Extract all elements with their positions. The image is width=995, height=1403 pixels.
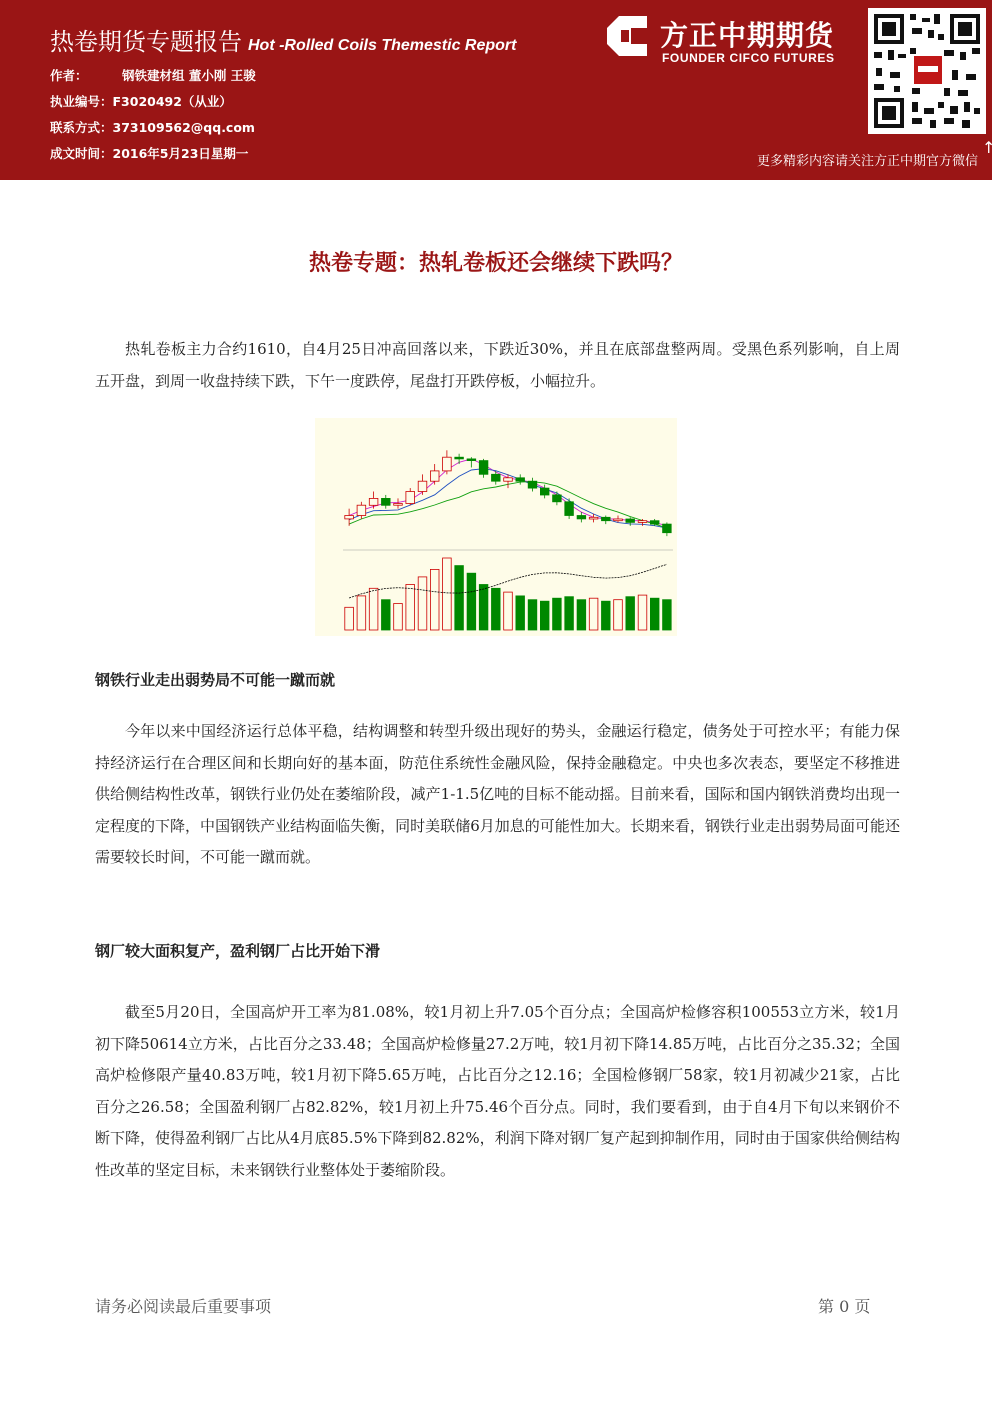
volume-bar bbox=[553, 598, 562, 630]
license-row bbox=[50, 92, 232, 110]
license-label: 执业编号： bbox=[50, 94, 113, 109]
candle-body bbox=[504, 478, 513, 481]
candle-body bbox=[553, 495, 562, 502]
candle-body bbox=[394, 504, 403, 506]
candle-body bbox=[406, 492, 415, 504]
candlestick-chart bbox=[315, 418, 677, 636]
date-value: 2016年5月23日星期一 bbox=[112, 146, 249, 161]
volume-bar bbox=[467, 573, 476, 630]
volume-bar bbox=[663, 600, 672, 630]
report-header bbox=[0, 0, 995, 180]
candle-body bbox=[430, 471, 439, 481]
candle-body bbox=[540, 488, 549, 495]
title-en: Hot -Rolled Coils Themestic Report bbox=[248, 37, 517, 54]
volume-bar bbox=[602, 601, 611, 630]
footer-notice: 请务必阅读最后重要事项 bbox=[95, 1297, 272, 1316]
candle-body bbox=[626, 519, 635, 522]
volume-bar bbox=[455, 566, 464, 630]
report-title bbox=[50, 22, 516, 57]
page-number: 第 0 页 bbox=[818, 1297, 871, 1316]
qr-caption: 更多精彩内容请关注方正中期官方微信 bbox=[756, 154, 978, 169]
candle-body bbox=[650, 521, 659, 524]
founder-logo-icon bbox=[607, 14, 647, 58]
qr-code-icon[interactable] bbox=[868, 8, 986, 134]
candle-body bbox=[345, 516, 354, 519]
license-value: F3020492（从业） bbox=[112, 94, 232, 109]
contact-row bbox=[50, 118, 255, 136]
date-row bbox=[50, 144, 248, 162]
section-heading-2: 钢厂较大面积复产，盈利钢厂占比开始下滑 bbox=[95, 942, 381, 960]
candle-body bbox=[369, 498, 378, 505]
title-cn: 热卷期货专题报告 bbox=[50, 28, 242, 56]
contact-label: 联系方式： bbox=[50, 120, 113, 135]
volume-bar bbox=[650, 598, 659, 630]
candle-body bbox=[455, 457, 464, 459]
paragraph-intro: 热轧卷板主力合约1610，自4月25日冲高回落以来，下跌近30%，并且在底部盘整两周。受黑色系列影响，自上周五开盘，到周一收盘持续下跌，下午一度跌停，尾盘打开跌停板，小幅拉升。 bbox=[95, 340, 900, 390]
volume-bar bbox=[565, 597, 574, 630]
candle-body bbox=[577, 516, 586, 519]
volume-bar bbox=[626, 597, 635, 630]
volume-bar bbox=[516, 596, 525, 630]
candle-body bbox=[663, 524, 672, 533]
candle-body bbox=[418, 481, 427, 491]
author-value: 钢铁建材组 董小刚 王骏 bbox=[122, 68, 256, 83]
candle-body bbox=[528, 481, 537, 488]
candle-body bbox=[492, 474, 501, 481]
author-label: 作者： bbox=[50, 68, 88, 83]
candle-body bbox=[516, 478, 525, 481]
candle-body bbox=[602, 517, 611, 520]
volume-bar bbox=[528, 600, 537, 630]
volume-bar bbox=[382, 600, 391, 630]
paragraph-industry: 今年以来中国经济运行总体平稳，结构调整和转型升级出现好的势头，金融运行稳定，债务处于可控水平；有能力保持经济运行在合理区间和长期向好的基本面，防范住系统性金融风险，保持金融稳定。中央也多次表态，要坚定不移推进供给侧结构性改革，钢铁行业仍处在萎缩阶段，减产1-1.5亿吨的目标不能动摇。目前来看，国际和国内钢铁消费均出现一定程度的下降，中国钢铁产业结构面临失衡，同时美联储6月加息的可能性加大。长期来看，钢铁行业走出弱势局面可能还需要较长时间，不可能一蹴而就。 bbox=[95, 722, 900, 867]
candle-body bbox=[565, 502, 574, 516]
candle-body bbox=[382, 498, 391, 505]
volume-bar bbox=[492, 588, 501, 630]
candle-body bbox=[467, 459, 476, 461]
volume-bar bbox=[540, 601, 549, 630]
brand-name-cn: 方正中期期货 bbox=[660, 19, 835, 52]
candle-body bbox=[614, 519, 623, 521]
author-row bbox=[50, 66, 256, 84]
up-arrow-icon: ↑ bbox=[982, 138, 995, 157]
brand-name-en: FOUNDER CIFCO FUTURES bbox=[662, 51, 835, 65]
section-heading-1: 钢铁行业走出弱势局不可能一蹴而就 bbox=[95, 671, 336, 689]
contact-value[interactable]: 373109562@qq.com bbox=[112, 120, 255, 135]
volume-bar bbox=[577, 600, 586, 630]
candle-body bbox=[357, 505, 366, 515]
candle-body bbox=[443, 457, 452, 471]
candle-body bbox=[638, 521, 647, 523]
paragraph-steel-mills: 截至5月20日，全国高炉开工率为81.08%，较1月初上升7.05个百分点；全国高炉检修容积100553立方米，较1月初下降50614立方米，占比百分之33.48；全国高炉检修量27.2万吨，较1月初下降14.85万吨，占比百分之35.32；全国高炉检修限产量40.83万吨，较1月初下降5.65万吨，占比百分之12.16；全国检修钢厂58家，较1月初减少21家，占比百分之26.58；全国盈利钢厂占82.82%，较1月初上升75.46个百分点。同时，我们要看到，由于自4月下旬以来钢价不断下降，使得盈利钢厂占比从4月底85.5%下降到82.82%，利润下降对钢厂复产起到抑制作用，同时由于国家供给侧结构性改革的坚定目标，未来钢铁行业整体处于萎缩阶段。 bbox=[95, 1003, 900, 1179]
date-label: 成文时间： bbox=[50, 146, 113, 161]
candle-body bbox=[479, 461, 488, 475]
volume-bar bbox=[479, 585, 488, 631]
candle-body bbox=[589, 517, 598, 519]
document-title: 热卷专题：热轧卷板还会继续下跌吗？ bbox=[308, 251, 683, 276]
